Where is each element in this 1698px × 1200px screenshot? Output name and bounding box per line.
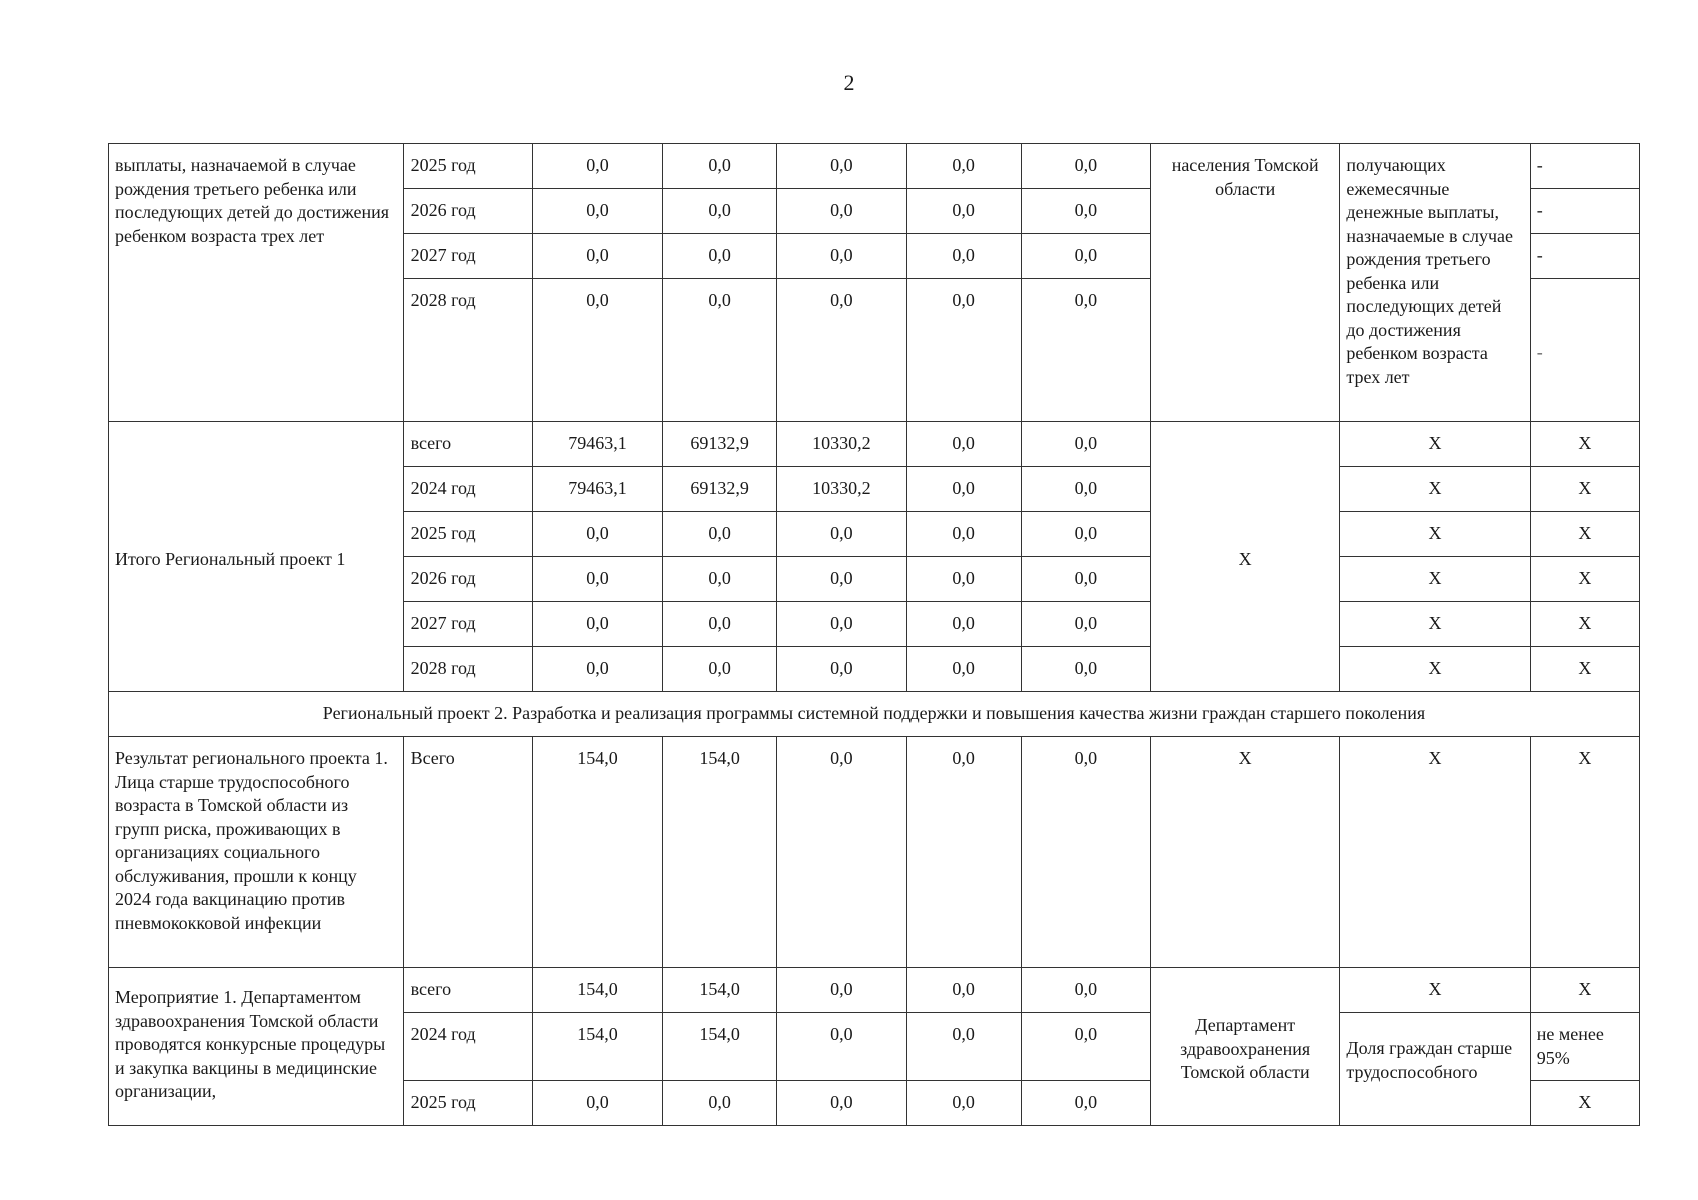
value-cell: 0,0 xyxy=(532,557,662,602)
value-cell: 0,0 xyxy=(663,279,777,422)
indicator-cell: получающих ежемесячные денежные выплаты, назначаемые в случае рождения третьего ребенка или последующих детей до достижения ребенком возраста трех лет xyxy=(1340,144,1530,422)
period-cell: 2026 год xyxy=(403,189,532,234)
value-cell: 0,0 xyxy=(1021,1013,1150,1081)
value-cell: 154,0 xyxy=(532,737,662,968)
value-cell: 0,0 xyxy=(1021,1081,1150,1126)
period-cell: 2024 год xyxy=(403,467,532,512)
value-cell: 154,0 xyxy=(663,968,777,1013)
value-cell: 0,0 xyxy=(532,234,662,279)
value-cell: 69132,9 xyxy=(663,422,777,467)
target-cell: X xyxy=(1530,512,1639,557)
value-cell: 0,0 xyxy=(906,279,1021,422)
value-cell: 0,0 xyxy=(906,602,1021,647)
value-cell: 154,0 xyxy=(532,1013,662,1081)
value-cell: 0,0 xyxy=(777,602,906,647)
value-cell: 0,0 xyxy=(906,968,1021,1013)
period-cell: 2025 год xyxy=(403,1081,532,1126)
value-cell: 0,0 xyxy=(906,557,1021,602)
value-cell: 0,0 xyxy=(777,512,906,557)
target-cell: - xyxy=(1530,279,1639,422)
executor-cell: населения Томской области xyxy=(1151,144,1340,422)
indicator-cell: X xyxy=(1340,557,1530,602)
period-cell: 2028 год xyxy=(403,279,532,422)
executor-cell: Департамент здравоохранения Томской области xyxy=(1151,968,1340,1126)
total-label: Итого Региональный проект 1 xyxy=(109,422,404,692)
executor-cell: X xyxy=(1151,422,1340,692)
value-cell: 0,0 xyxy=(1021,189,1150,234)
value-cell: 0,0 xyxy=(777,189,906,234)
measure-description: выплаты, назначаемой в случае рождения третьего ребенка или последующих детей до достижения ребенком возраста трех лет xyxy=(109,144,404,422)
section-title: Региональный проект 2. Разработка и реализация программы системной поддержки и повышения качества жизни граждан старшего поколения xyxy=(109,692,1640,737)
value-cell: 79463,1 xyxy=(532,467,662,512)
value-cell: 0,0 xyxy=(906,737,1021,968)
target-cell: не менее 95% xyxy=(1530,1013,1639,1081)
value-cell: 0,0 xyxy=(663,647,777,692)
value-cell: 0,0 xyxy=(663,602,777,647)
value-cell: 0,0 xyxy=(906,512,1021,557)
period-cell: 2027 год xyxy=(403,602,532,647)
value-cell: 0,0 xyxy=(663,1081,777,1126)
value-cell: 0,0 xyxy=(1021,557,1150,602)
value-cell: 0,0 xyxy=(532,144,662,189)
value-cell: 0,0 xyxy=(1021,602,1150,647)
value-cell: 0,0 xyxy=(1021,467,1150,512)
value-cell: 0,0 xyxy=(906,467,1021,512)
period-cell: 2024 год xyxy=(403,1013,532,1081)
table-row xyxy=(109,144,1640,189)
value-cell: 0,0 xyxy=(532,602,662,647)
value-cell: 0,0 xyxy=(663,144,777,189)
target-cell: X xyxy=(1530,968,1639,1013)
indicator-cell: X xyxy=(1340,512,1530,557)
target-cell: X xyxy=(1530,647,1639,692)
program-table xyxy=(108,143,1640,1126)
value-cell: 0,0 xyxy=(777,1013,906,1081)
value-cell: 79463,1 xyxy=(532,422,662,467)
indicator-cell: X xyxy=(1340,647,1530,692)
executor-cell: X xyxy=(1151,737,1340,968)
target-cell: X xyxy=(1530,602,1639,647)
value-cell: 69132,9 xyxy=(663,467,777,512)
period-cell: всего xyxy=(403,422,532,467)
target-cell: - xyxy=(1530,189,1639,234)
value-cell: 0,0 xyxy=(777,968,906,1013)
indicator-cell: X xyxy=(1340,602,1530,647)
value-cell: 0,0 xyxy=(663,512,777,557)
value-cell: 0,0 xyxy=(906,647,1021,692)
target-cell: X xyxy=(1530,737,1639,968)
value-cell: 0,0 xyxy=(777,234,906,279)
indicator-cell: X xyxy=(1340,467,1530,512)
value-cell: 0,0 xyxy=(777,279,906,422)
value-cell: 0,0 xyxy=(1021,647,1150,692)
value-cell: 0,0 xyxy=(663,234,777,279)
section-row xyxy=(109,692,1640,737)
value-cell: 0,0 xyxy=(1021,512,1150,557)
period-cell: 2027 год xyxy=(403,234,532,279)
value-cell: 0,0 xyxy=(1021,968,1150,1013)
indicator-cell: X xyxy=(1340,737,1530,968)
value-cell: 0,0 xyxy=(777,557,906,602)
value-cell: 0,0 xyxy=(906,234,1021,279)
target-cell: X xyxy=(1530,467,1639,512)
value-cell: 154,0 xyxy=(663,1013,777,1081)
value-cell: 0,0 xyxy=(532,279,662,422)
value-cell: 0,0 xyxy=(906,1081,1021,1126)
value-cell: 154,0 xyxy=(532,968,662,1013)
target-cell: X xyxy=(1530,557,1639,602)
page-number: 2 xyxy=(843,70,855,95)
value-cell: 0,0 xyxy=(1021,279,1150,422)
target-cell: X xyxy=(1530,422,1639,467)
period-cell: 2025 год xyxy=(403,512,532,557)
value-cell: 0,0 xyxy=(663,189,777,234)
value-cell: 0,0 xyxy=(663,557,777,602)
value-cell: 10330,2 xyxy=(777,422,906,467)
value-cell: 0,0 xyxy=(906,144,1021,189)
table-row xyxy=(109,968,1640,1013)
table-row xyxy=(109,737,1640,968)
value-cell: 10330,2 xyxy=(777,467,906,512)
period-cell: 2028 год xyxy=(403,647,532,692)
value-cell: 0,0 xyxy=(906,189,1021,234)
target-cell: - xyxy=(1530,144,1639,189)
value-cell: 0,0 xyxy=(777,144,906,189)
value-cell: 0,0 xyxy=(906,1013,1021,1081)
table-row xyxy=(109,422,1640,467)
indicator-cell: Доля граждан старше трудоспособного xyxy=(1340,1013,1530,1126)
value-cell: 0,0 xyxy=(532,647,662,692)
value-cell: 0,0 xyxy=(1021,234,1150,279)
period-cell: 2025 год xyxy=(403,144,532,189)
value-cell: 0,0 xyxy=(532,1081,662,1126)
value-cell: 0,0 xyxy=(777,1081,906,1126)
value-cell: 0,0 xyxy=(532,189,662,234)
measure-description: Мероприятие 1. Департаментом здравоохранения Томской области проводятся конкурсные процедуры и закупка вакцины в медицинские организации, xyxy=(109,968,404,1126)
value-cell: 0,0 xyxy=(532,512,662,557)
value-cell: 0,0 xyxy=(906,422,1021,467)
value-cell: 0,0 xyxy=(1021,144,1150,189)
target-cell: - xyxy=(1530,234,1639,279)
target-cell: X xyxy=(1530,1081,1639,1126)
value-cell: 0,0 xyxy=(777,647,906,692)
result-description: Результат регионального проекта 1. Лица старше трудоспособного возраста в Томской области из групп риска, проживающих в организациях социального обслуживания, прошли к концу 2024 года вакцинацию против пневмококковой инфекции xyxy=(109,737,404,968)
value-cell: 154,0 xyxy=(663,737,777,968)
indicator-cell: X xyxy=(1340,968,1530,1013)
value-cell: 0,0 xyxy=(777,737,906,968)
period-cell: всего xyxy=(403,968,532,1013)
period-cell: Всего xyxy=(403,737,532,968)
value-cell: 0,0 xyxy=(1021,422,1150,467)
period-cell: 2026 год xyxy=(403,557,532,602)
value-cell: 0,0 xyxy=(1021,737,1150,968)
indicator-cell: X xyxy=(1340,422,1530,467)
